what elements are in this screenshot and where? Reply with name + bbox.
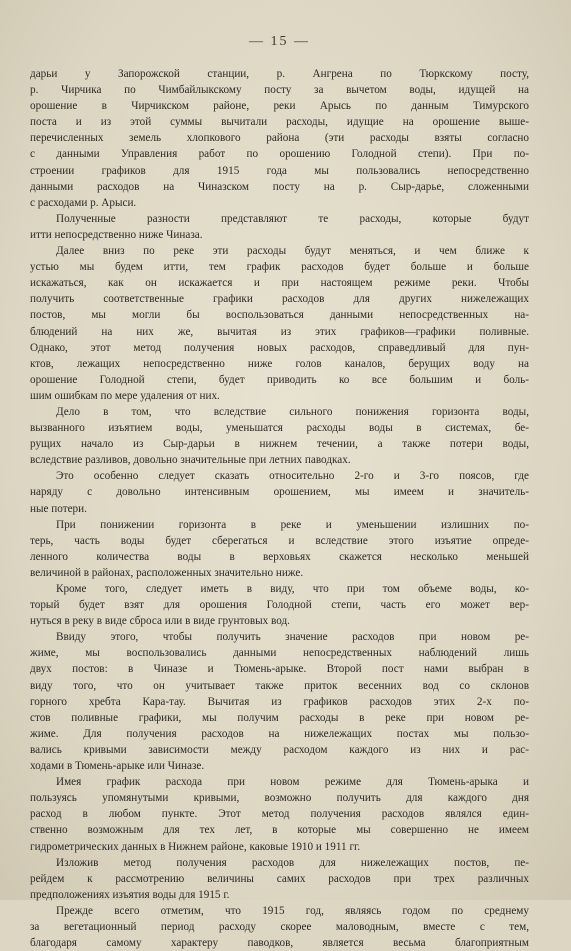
text-line: стов поливные графики, мы получим расходы в реке при новом ре- xyxy=(30,711,529,724)
text-line: Дело в том, что вследствие сильного понижения горизонта воды, xyxy=(56,405,529,418)
text-line: перечисленных земель хлопкового района (эти расходы взяты согласно xyxy=(30,132,529,145)
text-line: Ввиду этого, чтобы получить значение расходов при новом ре- xyxy=(56,631,529,644)
text-line: блюдений на них же, вычитая из этих графиков—графики поливные. xyxy=(30,325,529,338)
text-line: терь, часть воды будет сберегаться и вследствие этого изъятие опреде- xyxy=(30,534,529,547)
text-line: орошение в Чирчикском районе, реки Арысь по данным Тимурского xyxy=(30,100,529,113)
text-line: Далее вниз по реке эти расходы будут меняться, и чем ближе к xyxy=(56,245,529,258)
text-line: за вегетационный период расходу скорее маловодным, вместе с тем, xyxy=(30,920,529,933)
text-line: Изложив метод получения расходов для нижележащих постов, пе- xyxy=(56,856,529,869)
text-line: ленного количества воды в верховьях скажется несколько меньшей xyxy=(30,550,529,563)
text-line: с данными Управления работ по орошению Голодной степи). При по- xyxy=(30,148,529,161)
text-line: Имея график расхода при новом режиме для Тюмень-арыка и xyxy=(56,776,529,789)
text-line: р. Чирчика по Чимбайлыкскому посту за вычетом воды, идущей на xyxy=(30,84,529,97)
text-line: Полученные разности представляют те расходы, которые будут xyxy=(56,212,529,225)
text-line: Кроме того, следует иметь в виду, что при том объеме воды, ко- xyxy=(56,583,529,595)
text-line: рущих начало из Сыр-дарьи в нижнем течении, а также потери воды, xyxy=(30,438,529,451)
text-line: двух постов: в Чиназе и Тюмень-арыке. Второй пост нами выбран в xyxy=(30,663,529,676)
text-line: шим ошибкам по мере удаления от них. xyxy=(30,389,220,402)
text-line: орошение Голодной степи, будет приводить ко все большим и боль- xyxy=(30,373,529,386)
text-line: величиной в районах, расположенных значительно ниже. xyxy=(30,566,304,579)
text-line: нуться в реку в виде сброса или в виде грунтовых вод. xyxy=(30,615,290,628)
text-line: пользуясь упомянутыми кривыми, возможно получить для каждого дня xyxy=(30,792,529,805)
text-line: ные потери. xyxy=(30,502,87,515)
text-line: дарьи у Запорожской станции, р. Ангрена по Тюркскому посту, xyxy=(30,68,529,80)
document-body xyxy=(30,66,529,951)
text-line: вследствие разливов, довольно значительные при летних паводках. xyxy=(30,454,351,467)
text-line: итти непосредственно ниже Чиназа. xyxy=(30,228,203,241)
text-line: ктов, лежащих непосредственно ниже голов каналов, берущих воду на xyxy=(30,357,529,370)
text-line: наряду с довольно интенсивным орошением, мы имеем и значитель- xyxy=(30,486,529,499)
text-line: торый будет взят для орошения Голодной степи, часть его может вер- xyxy=(30,599,529,612)
text-line: вались кривыми зависимости между расходом каждого из них и рас- xyxy=(30,743,529,756)
text-line: жиме. Для получения расходов на нижележащих постах мы пользо- xyxy=(30,727,529,740)
text-line: горного хребта Кара-тау. Вычитая из графиков расходов этих 2-х по- xyxy=(30,695,529,708)
text-line: получить соответственные графики расходов для других нижележащих xyxy=(30,293,529,306)
text-line: ходами в Тюмень-арыке или Чиназе. xyxy=(30,760,205,773)
text-line: предположениях изъятия воды для 1915 г. xyxy=(30,888,230,901)
text-line: данными расходов на Чиназском посту на р. Сыр-дарье, сложенными xyxy=(30,180,529,193)
text-line: виду того, что он учитывает также приток весенних вод со склонов xyxy=(30,679,529,692)
text-line: ственно возможным для тех лет, в которые мы совершенно не имеем xyxy=(30,824,529,837)
page-number: — 15 — xyxy=(249,34,310,49)
text-line: вызванного изъятием воды, уменьшатся расходы воды в системах, бе- xyxy=(30,422,529,435)
text-line: Однако, этот метод получения новых расходов, справедливый для пун- xyxy=(30,341,529,354)
text-line: расход в любом пункте. Этот метод получения расходов являлся един- xyxy=(30,808,529,821)
text-line: При понижении горизонта в реке и уменьшении излишних по- xyxy=(56,518,529,531)
text-line: жиме, мы воспользовались данными непосредственных наблюдений лишь xyxy=(30,647,529,660)
text-line: с расходами р. Арыси. xyxy=(30,196,137,209)
text-line: Это особенно следует сказать относительно 2-го и 3-го поясов, где xyxy=(56,470,529,483)
text-line: благодаря самому характеру паводков, является весьма благоприятным xyxy=(30,937,529,950)
text-line: гидрометрических данных в Нижнем районе, каковые 1910 и 1911 гг. xyxy=(30,840,361,853)
text-line: Прежде всего отметим, что 1915 год, являясь годом по среднему xyxy=(56,904,529,917)
text-line: рейдем к рассмотрению величины самих расходов при трех различных xyxy=(30,872,529,885)
text-line: искажаться, как он искажается и при настоящем режиме реки. Чтобы xyxy=(30,277,529,290)
text-line: поста и из этой суммы вычитали расходы, идущие на орошение выше- xyxy=(30,116,529,129)
text-line: строении графиков для 1915 года мы пользовались непосредственно xyxy=(30,164,529,177)
text-line: устью мы будем итти, тем график расходов будет больше и больше xyxy=(30,261,529,274)
text-line: постов, мы могли бы воспользоваться данными непосредственных на- xyxy=(30,309,529,322)
